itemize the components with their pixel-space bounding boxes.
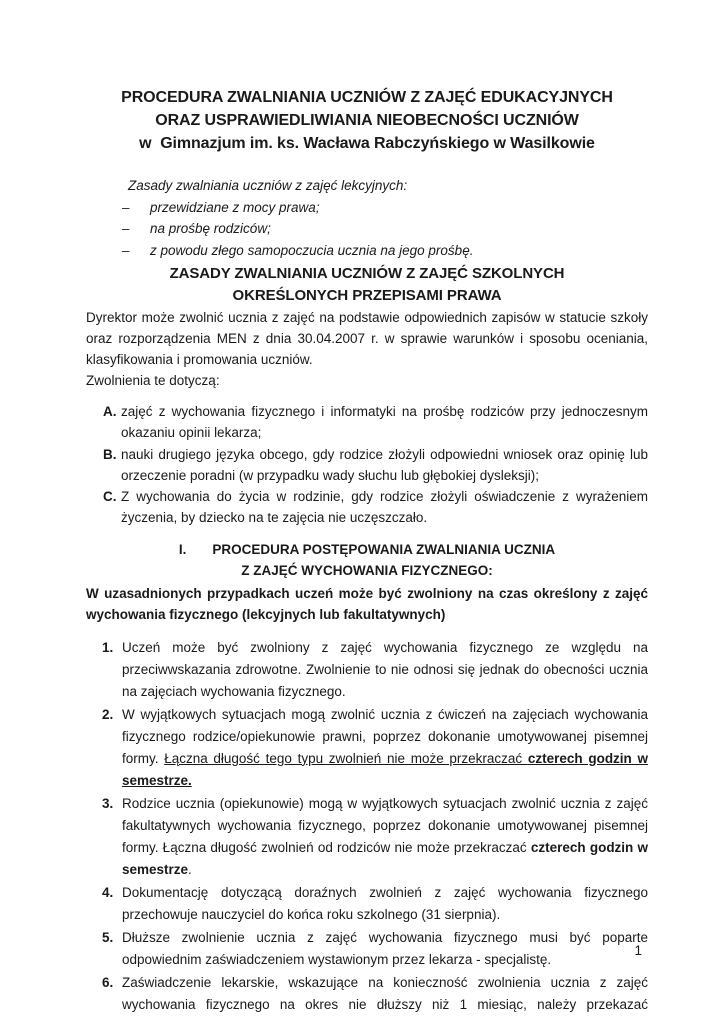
list-item [102,882,648,926]
title-line-2: ORAZ USPRAWIEDLIWIANIA NIEOBECNOŚCI UCZNIÓW [155,112,579,129]
list-item-text: na prośbę rodziców; [150,221,271,236]
list-item-text: Zaświadczenie lekarskie, wskazujące na konieczność zwolnienia ucznia z zajęć wychowania fizycznego na okres nie dłuższy niż 1 miesiąc, należy przekazać [122,974,648,1012]
title-line-3: w Gimnazjum im. ks. Wacława Rabczyńskiego w Wasilkowie [139,135,595,152]
list-marker: 4. [102,884,114,900]
list-marker: 2. [102,706,114,722]
section1-heading-line-1: ZASADY ZWALNIANIA UCZNIÓW Z ZAJĘĆ SZKOLNYCH [169,265,565,282]
section1-paragraph: Dyrektor może zwolnić ucznia z zajęć na podstawie odpowiednich zapisów w statucie szkoły oraz rozporządzenia MEN z dnia 30.04.2007 r. w sprawie warunków i sposobu oceniania, klasyfikowania i promowania uczniów. [86,310,648,367]
section1-heading [86,263,648,307]
dash-bullet: – [122,221,130,236]
list-item-text: Rodzice ucznia (opiekunowie) mogą w wyjątkowych sytuacjach zwolnić ucznia z zajęć fakultatywnych wychowania fizycznego, poprzez dokonanie umotywowanej pisemnej formy. Łączna długość zwolnień od rodziców nie może przekraczać czterech godzin w semestrze. [122,795,648,877]
list-item [102,793,648,881]
section1-heading-line-2: OKREŚLONYCH PRZEPISAMI PRAWA [232,287,502,304]
list-item [102,972,648,1016]
list-item-text: z powodu złego samopoczucia ucznia na jego prośbę. [150,242,474,258]
list-marker: 6. [102,974,114,990]
page-number: 1 [634,943,642,958]
list-marker: 1. [102,639,114,655]
intro-block [86,175,648,261]
list-item [102,637,648,703]
document-title [86,86,648,155]
list-marker: 5. [102,929,114,945]
numbered-list [102,637,648,1016]
list-item [102,927,648,971]
list-marker: C. [103,489,117,505]
section2-lead-paragraph: W uzasadnionych przypadkach uczeń może być zwolniony na czas określony z zajęć wychowania fizycznego (lekcyjnych lub fakultatywnych) [86,585,648,622]
section2-heading-line-2: Z ZAJĘĆ WYCHOWANIA FIZYCZNEGO: [241,563,493,579]
list-item-text: nauki drugiego języka obcego, gdy rodzice złożyli odpowiedni wniosek oraz opinię lub orzeczenie poradni (w przypadku wady słuchu lub głębokiej dysleksji); [121,446,648,483]
section2-heading-text: PROCEDURA POSTĘPOWANIA ZWALNIANIA UCZNIA [212,541,556,557]
lettered-list [103,401,648,529]
intro-heading: Zasady zwalniania uczniów z zajęć lekcyjnych: [128,178,408,193]
list-marker: A. [103,404,117,419]
section2-heading-line-1 [86,539,648,561]
list-item [86,197,648,219]
list-item [102,704,648,792]
title-line-1: PROCEDURA ZWALNIANIA UCZNIÓW Z ZAJĘĆ EDUKACYJNYCH [121,89,613,106]
list-marker: B. [103,446,117,462]
list-item [86,240,648,262]
list-item-text: Uczeń może być zwolniony z zajęć wychowania fizycznego ze względu na przeciwwskazania zdrowotne. Zwolnienie to nie odnosi się jednak do obecności ucznia na zajęciach wychowania fizycznego. [122,639,648,699]
list-item [86,218,648,240]
list-item [103,401,648,444]
dash-bullet: – [122,199,130,215]
list-item [103,486,648,529]
list-item-text: przewidziane z mocy prawa; [150,199,320,215]
list-item-text: Z wychowania do życia w rodzinie, gdy rodzice złożyli oświadczenie z wyrażeniem życzenia, by dziecko na te zajęcia nie uczęszczało. [121,489,648,526]
list-item-text: Dłuższe zwolnienie ucznia z zajęć wychowania fizycznego musi być poparte odpowiednim zaświadczeniem wystawionym przez lekarza - specjalistę. [122,929,648,967]
list-item-text: Dokumentację dotyczącą doraźnych zwolnień z zajęć wychowania fizycznego przechowuje nauczyciel do końca roku szkolnego (31 sierpnia). [122,884,648,922]
dash-bullet: – [122,242,130,258]
list-item [103,444,648,487]
list-marker: 3. [102,795,114,811]
section1-paragraph-2: Zwolnienia te dotyczą: [86,373,220,388]
section2-heading-numeral: I. [178,541,187,557]
section2-heading [86,539,648,582]
list-item-text: W wyjątkowych sytuacjach mogą zwolnić ucznia z ćwiczeń na zajęciach wychowania fizycznego rodzice/opiekunowie prawni, poprzez dokonanie umotywowanej pisemnej formy. Łączna długość tego typu zwolnień nie może przekraczać czterech godzin w semestrze. [122,706,648,788]
list-item-text: zajęć z wychowania fizycznego i informatyki na prośbę rodziców przy jednoczesnym okazaniu opinii lekarza; [121,404,648,441]
